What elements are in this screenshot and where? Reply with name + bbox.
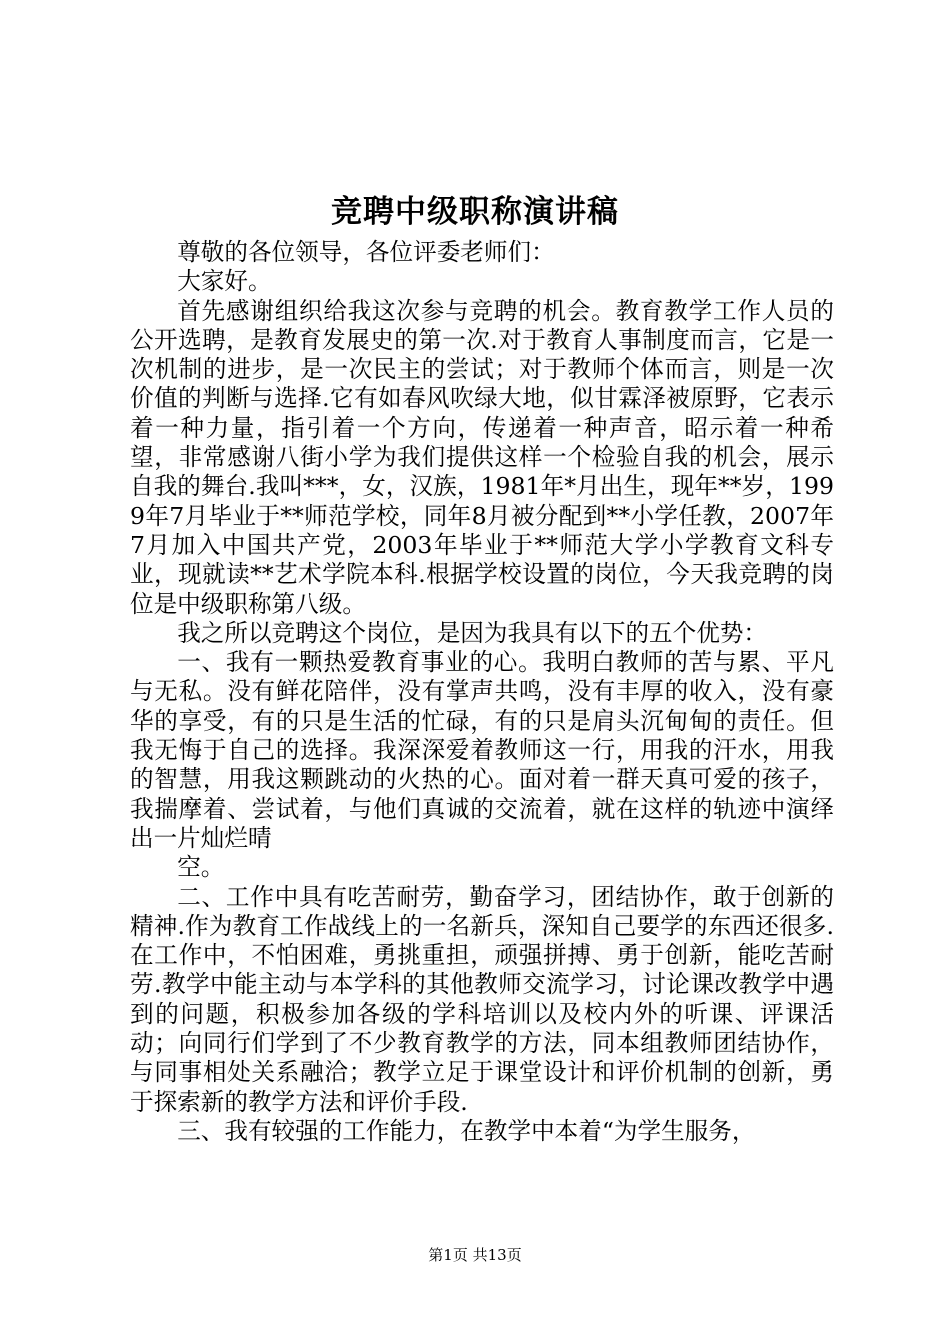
document-title: 竞聘中级职称演讲稿 [331,194,619,230]
paragraph-introduction: 首先感谢组织给我这次参与竞聘的机会。教育教学工作人员的公开选聘，是教育发展史的第一次.对于教育人事制度而言，它是一次机制的进步，是一次民主的尝试；对于教师个体而言，则是一次价值的判断与选择.它有如春风吹绿大地，似甘霖泽被原野，它表示着一种力量，指引着一个方向，传递着一种声音，昭示着一种希望，非常感谢八街小学为我们提供这样一个检验自我的机会，展示自我的舞台.我叫***，女，汉族，1981年*月出生，现年**岁，1999年7月毕业于**师范学校，同年8月被分配到**小学任教，2007年7月加入中国共产党，2003年毕业于**师范大学小学教育文科专业，现就读**艺术学院本科.根据学校设置的岗位，今天我竞聘的岗位是中级职称第八级。 [130,296,834,618]
paragraph-advantages-lead: 我之所以竞聘这个岗位，是因为我具有以下的五个优势： [177,618,768,647]
page-number-footer: 第1页 共13页 [428,1246,522,1264]
paragraph-advantage-three: 三、我有较强的工作能力，在教学中本着“为学生服务， [177,1116,756,1145]
document-body [130,238,834,1146]
paragraph-advantage-two: 二、工作中具有吃苦耐劳，勤奋学习，团结协作，敢于创新的精神.作为教育工作战线上的一名新兵，深知自己要学的东西还很多.在工作中，不怕困难，勇挑重担，顽强拼搏、勇于创新，能吃苦耐劳.教学中能主动与本学科的其他教师交流学习，讨论课改教学中遇到的问题，积极参加各级的学科培训以及校内外的听课、评课活动；向同行们学到了不少教育教学的方法，同本组教师团结协作，与同事相处关系融洽；教学立足于课堂设计和评价机制的创新，勇于探索新的教学方法和评价手段. [130,882,834,1116]
paragraph-advantage-one-tail: 空。 [177,853,225,882]
paragraph-advantage-one: 一、我有一颗热爱教育事业的心。我明白教师的苦与累、平凡与无私。没有鲜花陪伴，没有掌声共鸣，没有丰厚的收入，没有豪华的享受，有的只是生活的忙碌，有的只是肩头沉甸甸的责任。但我无悔于自己的选择。我深深爱着教师这一行，用我的汗水，用我的智慧，用我这颗跳动的火热的心。面对着一群天真可爱的孩子，我揣摩着、尝试着，与他们真诚的交流着，就在这样的轨迹中演绎出一片灿烂晴 [130,648,834,852]
paragraph-salutation: 尊敬的各位领导，各位评委老师们： [177,238,555,266]
paragraph-greeting: 大家好。 [177,267,272,296]
